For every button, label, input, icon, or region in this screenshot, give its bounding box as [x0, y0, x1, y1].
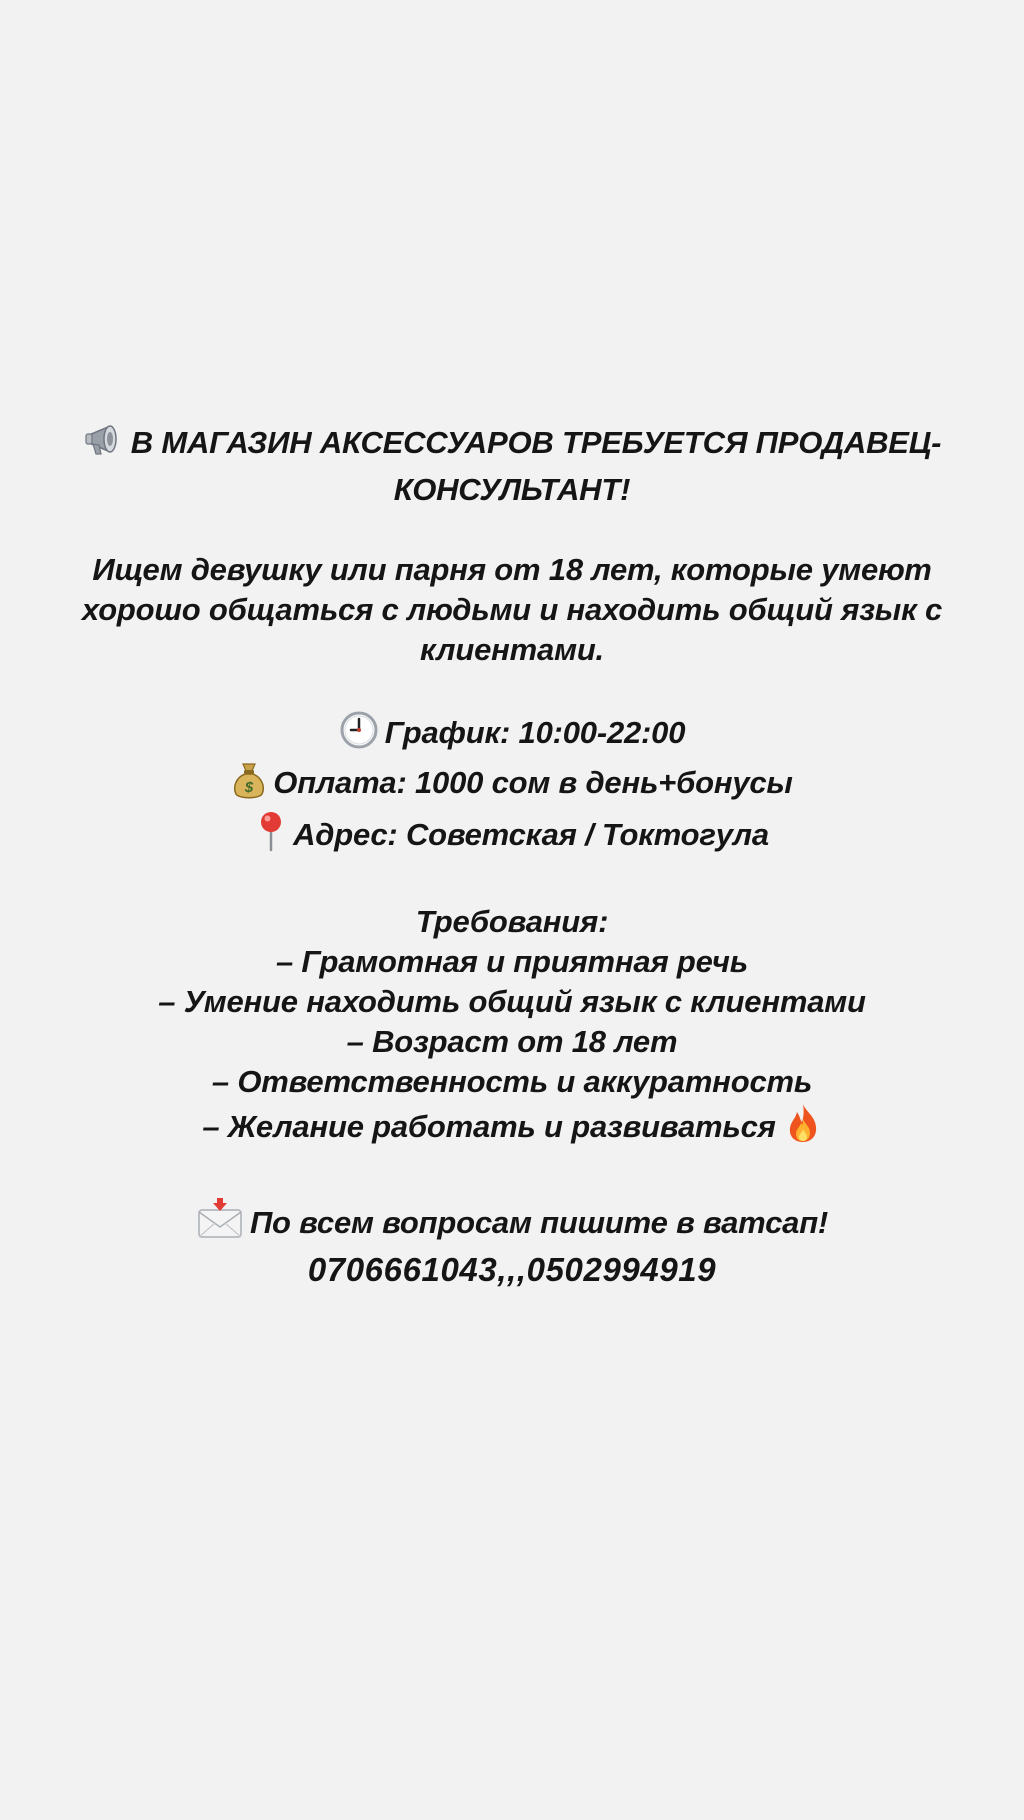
job-post [0, 418, 1024, 1290]
spacer [0, 1154, 1024, 1194]
spacer [0, 862, 1024, 902]
megaphone-icon [83, 418, 125, 470]
pin-icon [255, 810, 287, 862]
requirements-title: Требования: [415, 904, 609, 939]
address-line: Адрес: Советская / Токтогула [0, 810, 1024, 862]
requirement-item: – Умение находить общий язык с клиентами [158, 984, 866, 1019]
payment-line: $ Оплата: 1000 сом в день+бонусы [0, 760, 1024, 810]
requirement-item: – Возраст от 18 лет [346, 1024, 678, 1059]
money-bag-icon [231, 760, 267, 810]
phone-numbers[interactable]: 0706661043,,,0502994919 [307, 1251, 717, 1288]
svg-text:$: $ [245, 779, 254, 796]
contact-line: По всем вопросам пишите в ватсап! [0, 1194, 1024, 1250]
intro-line-2: хорошо общаться с людьми и находить общий язык с [81, 592, 943, 627]
headline-line-1: В МАГАЗИН АКСЕССУАРОВ ТРЕБУЕТСЯ ПРОДАВЕЦ- [0, 418, 1024, 470]
headline-line-2: КОНСУЛЬТАНТ! [393, 472, 631, 507]
requirement-item: – Ответственность и аккуратность [211, 1064, 813, 1099]
spacer [0, 510, 1024, 550]
clock-icon [339, 710, 379, 760]
envelope-icon [196, 1194, 244, 1250]
intro-line-1: Ищем девушку или парня от 18 лет, которые умеют [92, 552, 932, 587]
schedule-line: График: 10:00-22:00 [0, 710, 1024, 760]
requirement-item-last: – Желание работать и развиваться [0, 1102, 1024, 1154]
intro-line-3: клиентами. [420, 632, 604, 667]
fire-icon [784, 1102, 822, 1154]
requirement-item: – Грамотная и приятная речь [275, 944, 749, 979]
spacer [0, 670, 1024, 710]
